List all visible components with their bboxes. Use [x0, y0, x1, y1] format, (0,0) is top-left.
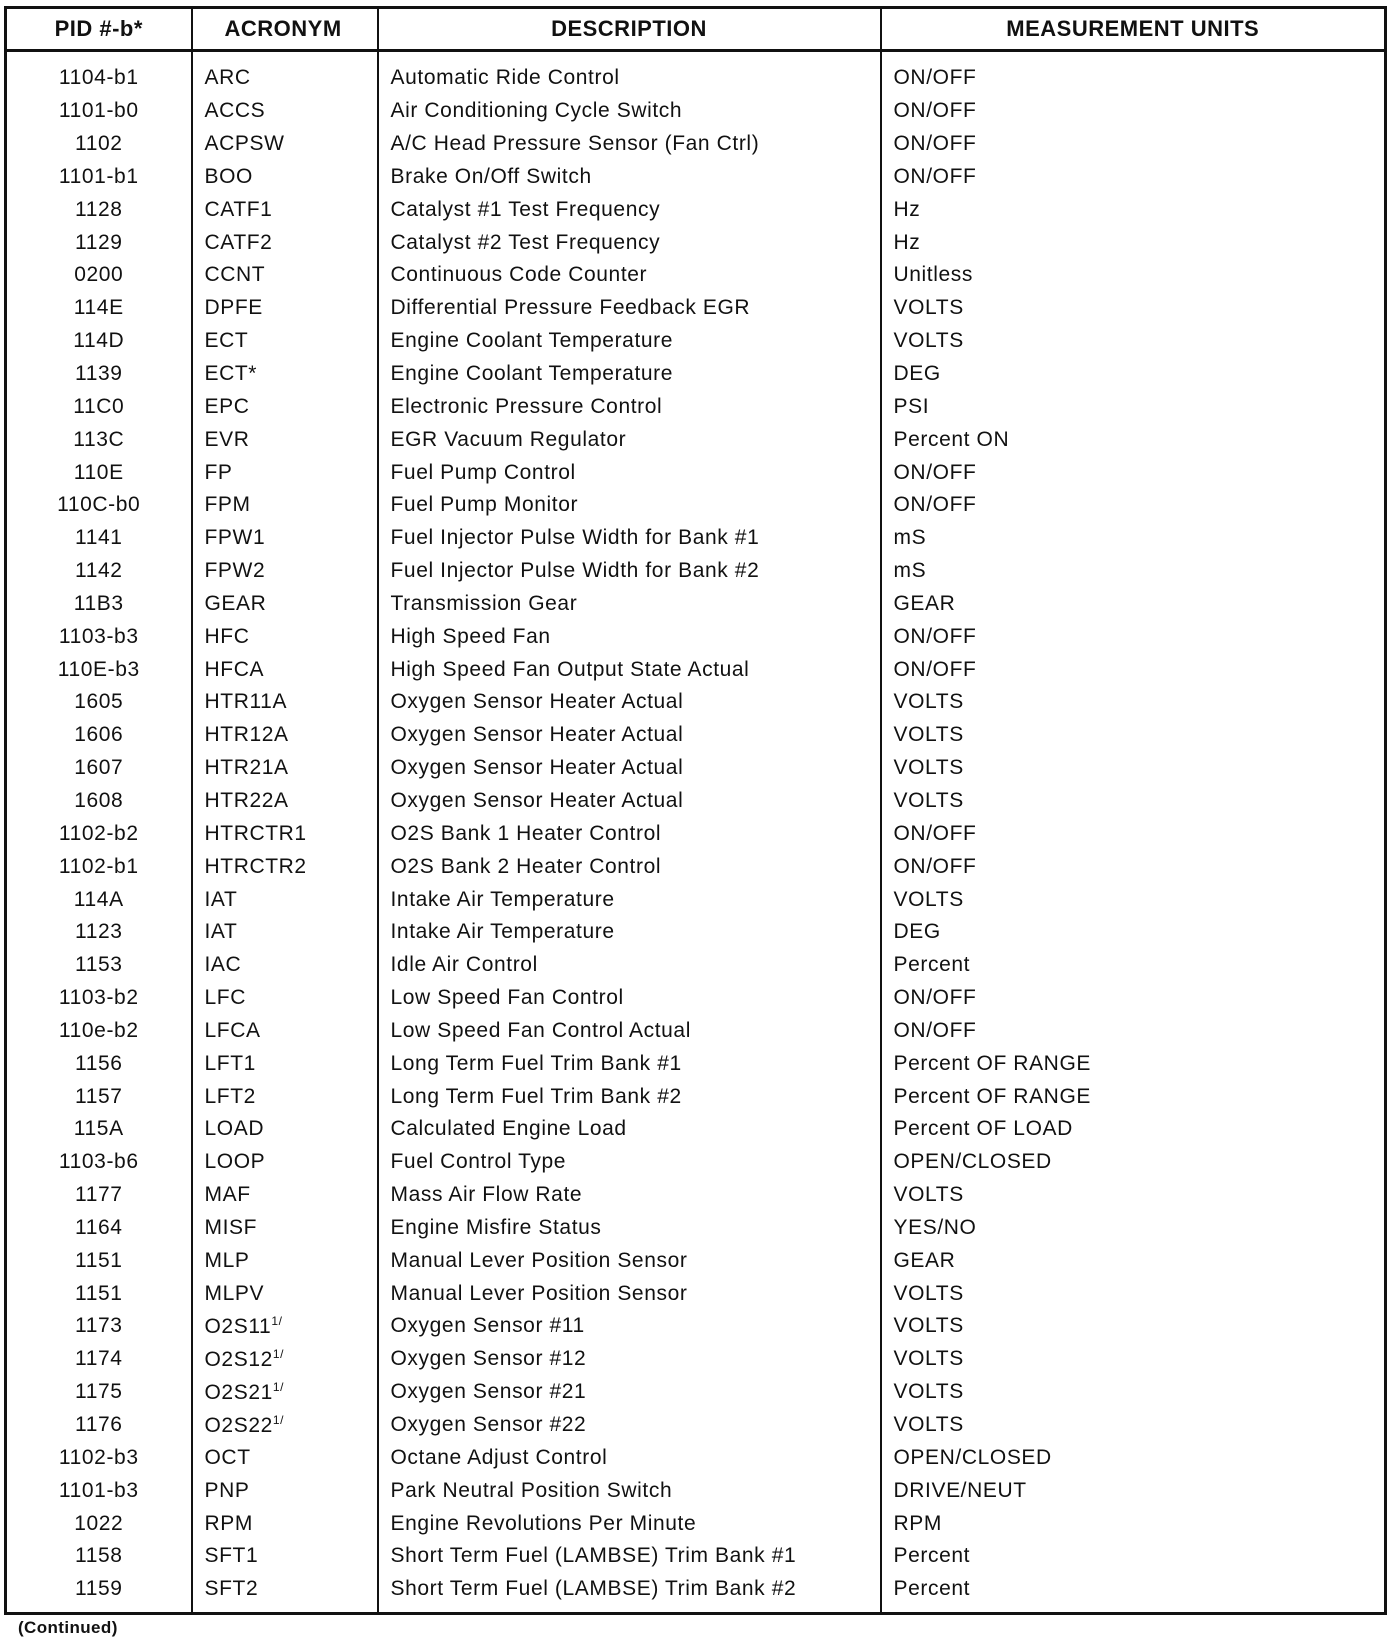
acronym-text: SFT1	[204, 1544, 259, 1568]
cell-units: OPEN/CLOSED	[893, 1150, 1052, 1174]
cell-pid: 1151	[6, 1244, 192, 1277]
acronym-text: HFCA	[204, 657, 265, 681]
cell-pid: 110E	[6, 456, 192, 489]
cell-acronym	[192, 1244, 378, 1277]
table-row	[6, 193, 1386, 226]
acronym-text: CCNT	[204, 263, 266, 287]
cell-acronym	[192, 883, 378, 916]
cell-units: YES/NO	[893, 1215, 977, 1239]
acronym-text: SFT2	[204, 1577, 259, 1601]
table-header	[6, 8, 1386, 51]
cell-pid: 1101-b1	[6, 161, 192, 194]
cell-pid: 1129	[6, 226, 192, 259]
cell-units: VOLTS	[893, 1314, 964, 1338]
cell-description: Fuel Pump Monitor	[378, 489, 881, 522]
acronym-text: CATF1	[204, 197, 273, 221]
cell-acronym	[192, 1047, 378, 1080]
acronym-text: IAT	[204, 887, 238, 911]
footnote-marker: 1/	[271, 1313, 283, 1328]
cell-pid: 1177	[6, 1179, 192, 1212]
cell-pid: 1102-b2	[6, 817, 192, 850]
cell-acronym	[192, 161, 378, 194]
cell-acronym	[192, 982, 378, 1015]
cell-units: GEAR	[893, 1248, 956, 1272]
cell-pid: 1151	[6, 1277, 192, 1310]
cell-units: mS	[893, 559, 927, 583]
acronym-text: RPM	[204, 1511, 253, 1535]
table-row	[6, 982, 1386, 1015]
table-row	[6, 883, 1386, 916]
acronym-text: HTRCTR2	[204, 854, 307, 878]
cell-description: Air Conditioning Cycle Switch	[378, 95, 881, 128]
acronym-text: LOAD	[204, 1117, 265, 1141]
cell-acronym	[192, 128, 378, 161]
table-row	[6, 1146, 1386, 1179]
cell-acronym	[192, 1277, 378, 1310]
cell-description: EGR Vacuum Regulator	[378, 423, 881, 456]
cell-units: Percent OF RANGE	[893, 1084, 1091, 1108]
cell-units: VOLTS	[893, 1380, 964, 1404]
table-row	[6, 1376, 1386, 1409]
cell-description: O2S Bank 2 Heater Control	[378, 850, 881, 883]
cell-units: VOLTS	[893, 296, 964, 320]
header-pid: PID #-b*	[6, 8, 192, 51]
cell-acronym	[192, 390, 378, 423]
cell-units: OPEN/CLOSED	[893, 1445, 1052, 1469]
cell-units: ON/OFF	[893, 164, 977, 188]
cell-description: Fuel Injector Pulse Width for Bank #1	[378, 522, 881, 555]
acronym-text: DPFE	[204, 296, 263, 320]
table-row	[6, 1507, 1386, 1540]
cell-units: VOLTS	[893, 723, 964, 747]
table-row	[6, 1047, 1386, 1080]
cell-units: Percent OF LOAD	[893, 1117, 1073, 1141]
cell-acronym	[192, 916, 378, 949]
cell-description: Short Term Fuel (LAMBSE) Trim Bank #2	[378, 1573, 881, 1613]
cell-pid: 1158	[6, 1540, 192, 1573]
cell-units: ON/OFF	[893, 986, 977, 1010]
cell-acronym	[192, 522, 378, 555]
table-row	[6, 949, 1386, 982]
pid-document	[4, 6, 1384, 1615]
cell-acronym	[192, 588, 378, 621]
cell-units: Percent	[893, 1544, 971, 1568]
table-row	[6, 1343, 1386, 1376]
acronym-text: EPC	[204, 394, 250, 418]
cell-pid: 1103-b3	[6, 620, 192, 653]
cell-pid: 1175	[6, 1376, 192, 1409]
cell-description: Low Speed Fan Control	[378, 982, 881, 1015]
cell-pid: 11C0	[6, 390, 192, 423]
acronym-text: LFC	[204, 986, 246, 1010]
footnote-marker: 1/	[272, 1379, 285, 1394]
cell-pid: 1022	[6, 1507, 192, 1540]
cell-units: Percent ON	[893, 427, 1010, 451]
table-row	[6, 51, 1386, 95]
cell-acronym	[192, 1080, 378, 1113]
cell-description: Catalyst #2 Test Frequency	[378, 226, 881, 259]
cell-acronym	[192, 325, 378, 358]
table-row	[6, 752, 1386, 785]
acronym-text: FPW1	[204, 526, 266, 550]
cell-units: RPM	[893, 1511, 942, 1535]
acronym-text: EVR	[204, 427, 250, 451]
cell-description: Automatic Ride Control	[378, 51, 881, 95]
cell-description: Short Term Fuel (LAMBSE) Trim Bank #1	[378, 1540, 881, 1573]
cell-acronym	[192, 719, 378, 752]
cell-description: Differential Pressure Feedback EGR	[378, 292, 881, 325]
table-row	[6, 1277, 1386, 1310]
cell-pid: 1156	[6, 1047, 192, 1080]
acronym-text: ECT	[204, 329, 249, 353]
cell-units: DEG	[893, 362, 941, 386]
cell-acronym	[192, 259, 378, 292]
cell-pid: 115A	[6, 1113, 192, 1146]
cell-description: Engine Misfire Status	[378, 1212, 881, 1245]
acronym-text: O2S22	[204, 1413, 273, 1437]
cell-units: VOLTS	[893, 1281, 964, 1305]
cell-acronym	[192, 193, 378, 226]
footnote-marker: 1/	[272, 1412, 285, 1427]
cell-acronym	[192, 456, 378, 489]
cell-description: Low Speed Fan Control Actual	[378, 1014, 881, 1047]
cell-acronym	[192, 949, 378, 982]
cell-units: ON/OFF	[893, 657, 977, 681]
cell-pid: 1164	[6, 1212, 192, 1245]
cell-pid: 1159	[6, 1573, 192, 1613]
cell-acronym	[192, 1540, 378, 1573]
cell-acronym	[192, 292, 378, 325]
cell-pid: 1103-b2	[6, 982, 192, 1015]
cell-acronym	[192, 1113, 378, 1146]
cell-acronym	[192, 1573, 378, 1613]
acronym-text: MLP	[204, 1248, 250, 1272]
cell-description: Oxygen Sensor #12	[378, 1343, 881, 1376]
cell-acronym	[192, 489, 378, 522]
cell-pid: 1157	[6, 1080, 192, 1113]
cell-units: VOLTS	[893, 1183, 964, 1207]
table-row	[6, 916, 1386, 949]
cell-acronym	[192, 1409, 378, 1442]
header-description: DESCRIPTION	[378, 8, 881, 51]
cell-units: PSI	[893, 394, 930, 418]
cell-description: Manual Lever Position Sensor	[378, 1277, 881, 1310]
acronym-text: ARC	[204, 66, 251, 90]
cell-units: ON/OFF	[893, 460, 977, 484]
cell-acronym	[192, 1014, 378, 1047]
cell-acronym	[192, 1376, 378, 1409]
cell-description: Engine Coolant Temperature	[378, 325, 881, 358]
cell-units: Hz	[893, 230, 921, 254]
cell-pid: 1142	[6, 555, 192, 588]
cell-pid: 1139	[6, 358, 192, 391]
acronym-text: LFCA	[204, 1018, 261, 1042]
acronym-text: HFC	[204, 624, 250, 648]
acronym-text: ECT*	[204, 362, 258, 386]
cell-pid: 1102-b1	[6, 850, 192, 883]
cell-description: Fuel Injector Pulse Width for Bank #2	[378, 555, 881, 588]
cell-units: VOLTS	[893, 690, 964, 714]
table-row	[6, 1474, 1386, 1507]
cell-description: Engine Coolant Temperature	[378, 358, 881, 391]
cell-description: Transmission Gear	[378, 588, 881, 621]
cell-pid: 113C	[6, 423, 192, 456]
cell-description: Long Term Fuel Trim Bank #2	[378, 1080, 881, 1113]
acronym-text: ACCS	[204, 99, 266, 123]
acronym-text: HTR12A	[204, 723, 289, 747]
cell-units: ON/OFF	[893, 1018, 977, 1042]
table-row	[6, 1409, 1386, 1442]
cell-units: Hz	[893, 197, 921, 221]
cell-description: Long Term Fuel Trim Bank #1	[378, 1047, 881, 1080]
acronym-text: BOO	[204, 164, 253, 188]
cell-units: Percent	[893, 1577, 971, 1601]
acronym-text: OCT	[204, 1445, 251, 1469]
table-row	[6, 686, 1386, 719]
table-row	[6, 292, 1386, 325]
table-row	[6, 620, 1386, 653]
cell-pid: 1153	[6, 949, 192, 982]
table-row	[6, 489, 1386, 522]
acronym-text: HTR21A	[204, 756, 289, 780]
cell-units: ON/OFF	[893, 854, 977, 878]
cell-units: Percent OF RANGE	[893, 1051, 1091, 1075]
acronym-text: MISF	[204, 1215, 258, 1239]
footnote-marker: 1/	[272, 1346, 285, 1361]
acronym-text: ACPSW	[204, 132, 285, 156]
cell-pid: 1605	[6, 686, 192, 719]
acronym-text: IAT	[204, 920, 238, 944]
table-row	[6, 1310, 1386, 1343]
cell-units: DRIVE/NEUT	[893, 1478, 1027, 1502]
cell-pid: 1101-b3	[6, 1474, 192, 1507]
cell-pid: 114E	[6, 292, 192, 325]
table-row	[6, 128, 1386, 161]
cell-units: Unitless	[893, 263, 973, 287]
cell-pid: 1102	[6, 128, 192, 161]
acronym-text: HTR22A	[204, 788, 289, 812]
cell-pid: 114D	[6, 325, 192, 358]
acronym-text: FP	[204, 460, 233, 484]
cell-description: Fuel Pump Control	[378, 456, 881, 489]
cell-description: Oxygen Sensor Heater Actual	[378, 719, 881, 752]
table-row	[6, 588, 1386, 621]
table-row	[6, 259, 1386, 292]
acronym-text: IAC	[204, 953, 242, 977]
cell-description: Manual Lever Position Sensor	[378, 1244, 881, 1277]
cell-description: Electronic Pressure Control	[378, 390, 881, 423]
table-row	[6, 719, 1386, 752]
cell-units: ON/OFF	[893, 99, 977, 123]
acronym-text: FPW2	[204, 559, 266, 583]
table-row	[6, 653, 1386, 686]
cell-pid: 1128	[6, 193, 192, 226]
table-row	[6, 456, 1386, 489]
table-row	[6, 1540, 1386, 1573]
cell-description: Idle Air Control	[378, 949, 881, 982]
acronym-text: O2S12	[204, 1347, 273, 1371]
table-row	[6, 785, 1386, 818]
cell-description: Catalyst #1 Test Frequency	[378, 193, 881, 226]
header-units: MEASUREMENT UNITS	[881, 8, 1386, 51]
cell-pid: 110e-b2	[6, 1014, 192, 1047]
cell-acronym	[192, 226, 378, 259]
table-row	[6, 1244, 1386, 1277]
cell-units: VOLTS	[893, 887, 964, 911]
cell-pid: 1141	[6, 522, 192, 555]
cell-description: Engine Revolutions Per Minute	[378, 1507, 881, 1540]
table-row	[6, 522, 1386, 555]
table-row	[6, 325, 1386, 358]
table-row	[6, 1212, 1386, 1245]
cell-acronym	[192, 51, 378, 95]
cell-pid: 1176	[6, 1409, 192, 1442]
table-row	[6, 555, 1386, 588]
header-row	[6, 8, 1386, 51]
cell-pid: 1608	[6, 785, 192, 818]
cell-description: Oxygen Sensor Heater Actual	[378, 785, 881, 818]
cell-acronym	[192, 653, 378, 686]
cell-pid: 110E-b3	[6, 653, 192, 686]
cell-units: ON/OFF	[893, 132, 977, 156]
cell-description: Continuous Code Counter	[378, 259, 881, 292]
cell-pid: 11B3	[6, 588, 192, 621]
continued-note: (Continued)	[18, 1618, 118, 1637]
cell-units: ON/OFF	[893, 821, 977, 845]
cell-units: mS	[893, 526, 927, 550]
cell-acronym	[192, 1343, 378, 1376]
cell-units: VOLTS	[893, 788, 964, 812]
cell-description: Octane Adjust Control	[378, 1441, 881, 1474]
cell-acronym	[192, 620, 378, 653]
table-row	[6, 850, 1386, 883]
cell-description: Oxygen Sensor #11	[378, 1310, 881, 1343]
table-row	[6, 1441, 1386, 1474]
table-row	[6, 161, 1386, 194]
cell-description: O2S Bank 1 Heater Control	[378, 817, 881, 850]
cell-description: Fuel Control Type	[378, 1146, 881, 1179]
cell-description: Oxygen Sensor Heater Actual	[378, 686, 881, 719]
cell-pid: 1123	[6, 916, 192, 949]
cell-units: ON/OFF	[893, 624, 977, 648]
table-row	[6, 1113, 1386, 1146]
cell-pid: 0200	[6, 259, 192, 292]
acronym-text: MAF	[204, 1183, 251, 1207]
cell-pid: 1104-b1	[6, 51, 192, 95]
cell-description: High Speed Fan Output State Actual	[378, 653, 881, 686]
cell-pid: 1101-b0	[6, 95, 192, 128]
cell-units: Percent	[893, 953, 971, 977]
cell-units: VOLTS	[893, 756, 964, 780]
pid-table	[4, 6, 1387, 1615]
table-row	[6, 95, 1386, 128]
cell-acronym	[192, 1179, 378, 1212]
cell-units: ON/OFF	[893, 66, 977, 90]
cell-units: ON/OFF	[893, 493, 977, 517]
cell-pid: 114A	[6, 883, 192, 916]
cell-acronym	[192, 1310, 378, 1343]
cell-description: Intake Air Temperature	[378, 883, 881, 916]
cell-pid: 1606	[6, 719, 192, 752]
acronym-text: O2S21	[204, 1380, 273, 1404]
acronym-text: CATF2	[204, 230, 273, 254]
table-row	[6, 817, 1386, 850]
cell-description: Oxygen Sensor #22	[378, 1409, 881, 1442]
cell-pid: 1103-b6	[6, 1146, 192, 1179]
cell-pid: 1174	[6, 1343, 192, 1376]
acronym-text: O2S11	[204, 1314, 272, 1338]
cell-description: Oxygen Sensor #21	[378, 1376, 881, 1409]
acronym-text: MLPV	[204, 1281, 265, 1305]
cell-description: High Speed Fan	[378, 620, 881, 653]
cell-acronym	[192, 555, 378, 588]
cell-acronym	[192, 1212, 378, 1245]
cell-pid: 110C-b0	[6, 489, 192, 522]
cell-units: DEG	[893, 920, 941, 944]
acronym-text: HTRCTR1	[204, 821, 307, 845]
cell-pid: 1173	[6, 1310, 192, 1343]
cell-acronym	[192, 752, 378, 785]
cell-units: VOLTS	[893, 329, 964, 353]
cell-acronym	[192, 1507, 378, 1540]
table-body	[6, 51, 1386, 1614]
cell-acronym	[192, 785, 378, 818]
acronym-text: PNP	[204, 1478, 250, 1502]
acronym-text: LFT1	[204, 1051, 256, 1075]
table-row	[6, 1573, 1386, 1613]
acronym-text: HTR11A	[204, 690, 288, 714]
cell-description: Calculated Engine Load	[378, 1113, 881, 1146]
cell-acronym	[192, 850, 378, 883]
header-acronym: ACRONYM	[192, 8, 378, 51]
cell-description: Brake On/Off Switch	[378, 161, 881, 194]
table-row	[6, 1014, 1386, 1047]
cell-acronym	[192, 1441, 378, 1474]
table-row	[6, 390, 1386, 423]
table-row	[6, 358, 1386, 391]
cell-acronym	[192, 95, 378, 128]
cell-units: VOLTS	[893, 1347, 964, 1371]
cell-units: VOLTS	[893, 1413, 964, 1437]
table-row	[6, 226, 1386, 259]
cell-pid: 1102-b3	[6, 1441, 192, 1474]
cell-description: Mass Air Flow Rate	[378, 1179, 881, 1212]
cell-acronym	[192, 817, 378, 850]
cell-acronym	[192, 686, 378, 719]
acronym-text: FPM	[204, 493, 251, 517]
table-row	[6, 1179, 1386, 1212]
cell-description: A/C Head Pressure Sensor (Fan Ctrl)	[378, 128, 881, 161]
acronym-text: GEAR	[204, 591, 267, 615]
cell-units: GEAR	[893, 591, 956, 615]
cell-pid: 1607	[6, 752, 192, 785]
cell-acronym	[192, 1474, 378, 1507]
acronym-text: LOOP	[204, 1150, 266, 1174]
cell-description: Oxygen Sensor Heater Actual	[378, 752, 881, 785]
table-row	[6, 423, 1386, 456]
cell-acronym	[192, 1146, 378, 1179]
acronym-text: LFT2	[204, 1084, 256, 1108]
cell-description: Intake Air Temperature	[378, 916, 881, 949]
cell-description: Park Neutral Position Switch	[378, 1474, 881, 1507]
cell-acronym	[192, 358, 378, 391]
table-row	[6, 1080, 1386, 1113]
cell-acronym	[192, 423, 378, 456]
